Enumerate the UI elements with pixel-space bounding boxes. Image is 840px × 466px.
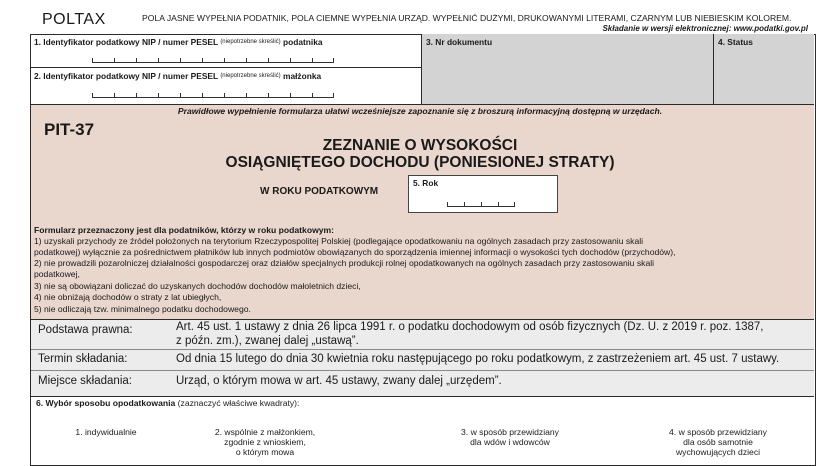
form-title-line2: OSIĄGNIĘTEGO DOCHODU (PONIESIONEJ STRATY) — [225, 154, 615, 171]
fill-instructions: POLA JASNE WYPEŁNIA PODATNIK, POLA CIEMNE WYPEŁNIA URZĄD. WYPEŁNIĆ DUŻYMI, DRUKOWANYMI LITERAMI, CZARNYM LUB NIEBIESKIM KOLOREM. — [142, 13, 792, 23]
field-status — [714, 34, 814, 104]
eligibility-intro: Formularz przeznaczony jest dla podatników, którzy w roku podatkowym: — [34, 225, 335, 235]
field-document-number-label: 3. Nr dokumentu — [426, 37, 493, 47]
section-6-title: 6. Wybór sposobu opodatkowania (zaznaczyć właściwe kwadraty): — [36, 398, 300, 408]
field-taxpayer-id-label: 1. Identyfikator podatkowy NIP / numer PESEL $^{(niepotrzebne skreślić)}$ podatnika — [34, 37, 323, 47]
legal-basis-line1: Art. 45 ust. 1 ustawy z dnia 26 lipca 1991 r. o podatku dochodowym od osób fizycznych (Dz. U. z 2019 r. poz. 1387, — [176, 321, 764, 333]
taxation-option-jointly[interactable]: 2. wspólnie z małżonkiem, zgodnie z wnioskiem, o którym mowa — [214, 427, 316, 457]
field-spouse-id-label: 2. Identyfikator podatkowy NIP / numer PESEL $^{(niepotrzebne skreślić)}$ małżonka — [34, 71, 322, 81]
form-code: PIT-37 — [44, 120, 95, 139]
tax-year-label: W ROKU PODATKOWYM — [260, 186, 379, 197]
field-year[interactable] — [408, 175, 558, 213]
taxation-option-individual[interactable]: 1. indywidualnie — [75, 427, 137, 437]
eligibility-line-3: 3) nie są obowiązani doliczać do uzyskanych dochodów dochodów małoletnich dzieci, — [34, 281, 361, 291]
eligibility-line-2: 2) nie prowadzili pozarolniczej działalności gospodarczej oraz działów specjalnych produkcji rolnej opodatkowanych na ogólnych zasadach przy zastosowaniu skali — [34, 258, 655, 268]
eligibility-line-4: 4) nie obniżają dochodów o straty z lat ubiegłych, — [34, 292, 222, 302]
deadline-label: Termin składania: — [38, 353, 128, 365]
legal-basis-label: Podstawa prawna: — [38, 324, 133, 336]
spouse-id-digit-boxes[interactable] — [92, 92, 334, 98]
info-divider — [31, 349, 814, 350]
taxation-option-single-parent[interactable]: 4. w sposób przewidziany dla osób samotnie wychowujących dzieci — [669, 427, 767, 457]
eligibility-line-1b: podatkowej) wyłącznie za pośrednictwem płatników lub innych podmiotów obowiązanych do sporządzenia imiennej informacji o wysokości tych dochodów (przychodów), — [34, 247, 676, 257]
electronic-submission-note: Składanie w wersji elektronicznej: www.podatki.gov.pl — [602, 24, 808, 33]
deadline-text: Od dnia 15 lutego do dnia 30 kwietnia roku następującego po roku podatkowym, z zastrzeżeniem art. 45 ust. 7 ustawy. — [176, 353, 780, 365]
taxation-option-widowed[interactable]: 3. w sposób przewidziany dla wdów i wdowców — [461, 427, 559, 447]
brochure-note: Prawidłowe wypełnienie formularza ułatwi wcześniejsze zapoznanie się z broszurą informacyjną dostępną w urzędach. — [177, 106, 663, 116]
field-year-label: 5. Rok — [413, 178, 439, 188]
eligibility-line-1: 1) uzyskali przychody ze źródeł położonych na terytorium Rzeczypospolitej Polskiej (podlegające opodatkowaniu na ogólnych zasadach przy zastosowaniu skali — [34, 236, 644, 246]
place-text: Urząd, o którym mowa w art. 45 ustawy, zwany dalej „urzędem”. — [176, 375, 502, 387]
field-document-number — [422, 34, 714, 104]
brand-poltax: POLTAX — [42, 11, 106, 28]
field-status-label: 4. Status — [718, 37, 753, 47]
legal-basis-line2: z późn. zm.), zwanej dalej „ustawą”. — [176, 335, 359, 347]
id-digit-boxes[interactable] — [92, 57, 334, 63]
form-title-line1: ZEZNANIE O WYSOKOŚCI — [322, 137, 518, 154]
place-label: Miejsce składania: — [38, 375, 132, 387]
eligibility-line-2b: podatkowej, — [34, 269, 80, 279]
eligibility-line-5: 5) nie odliczają tzw. minimalnego podatku dochodowego. — [34, 304, 251, 314]
field-spouse-id[interactable] — [30, 68, 422, 104]
field-taxpayer-id[interactable] — [30, 34, 422, 68]
year-digit-boxes[interactable] — [447, 201, 515, 207]
info-divider — [31, 370, 814, 371]
